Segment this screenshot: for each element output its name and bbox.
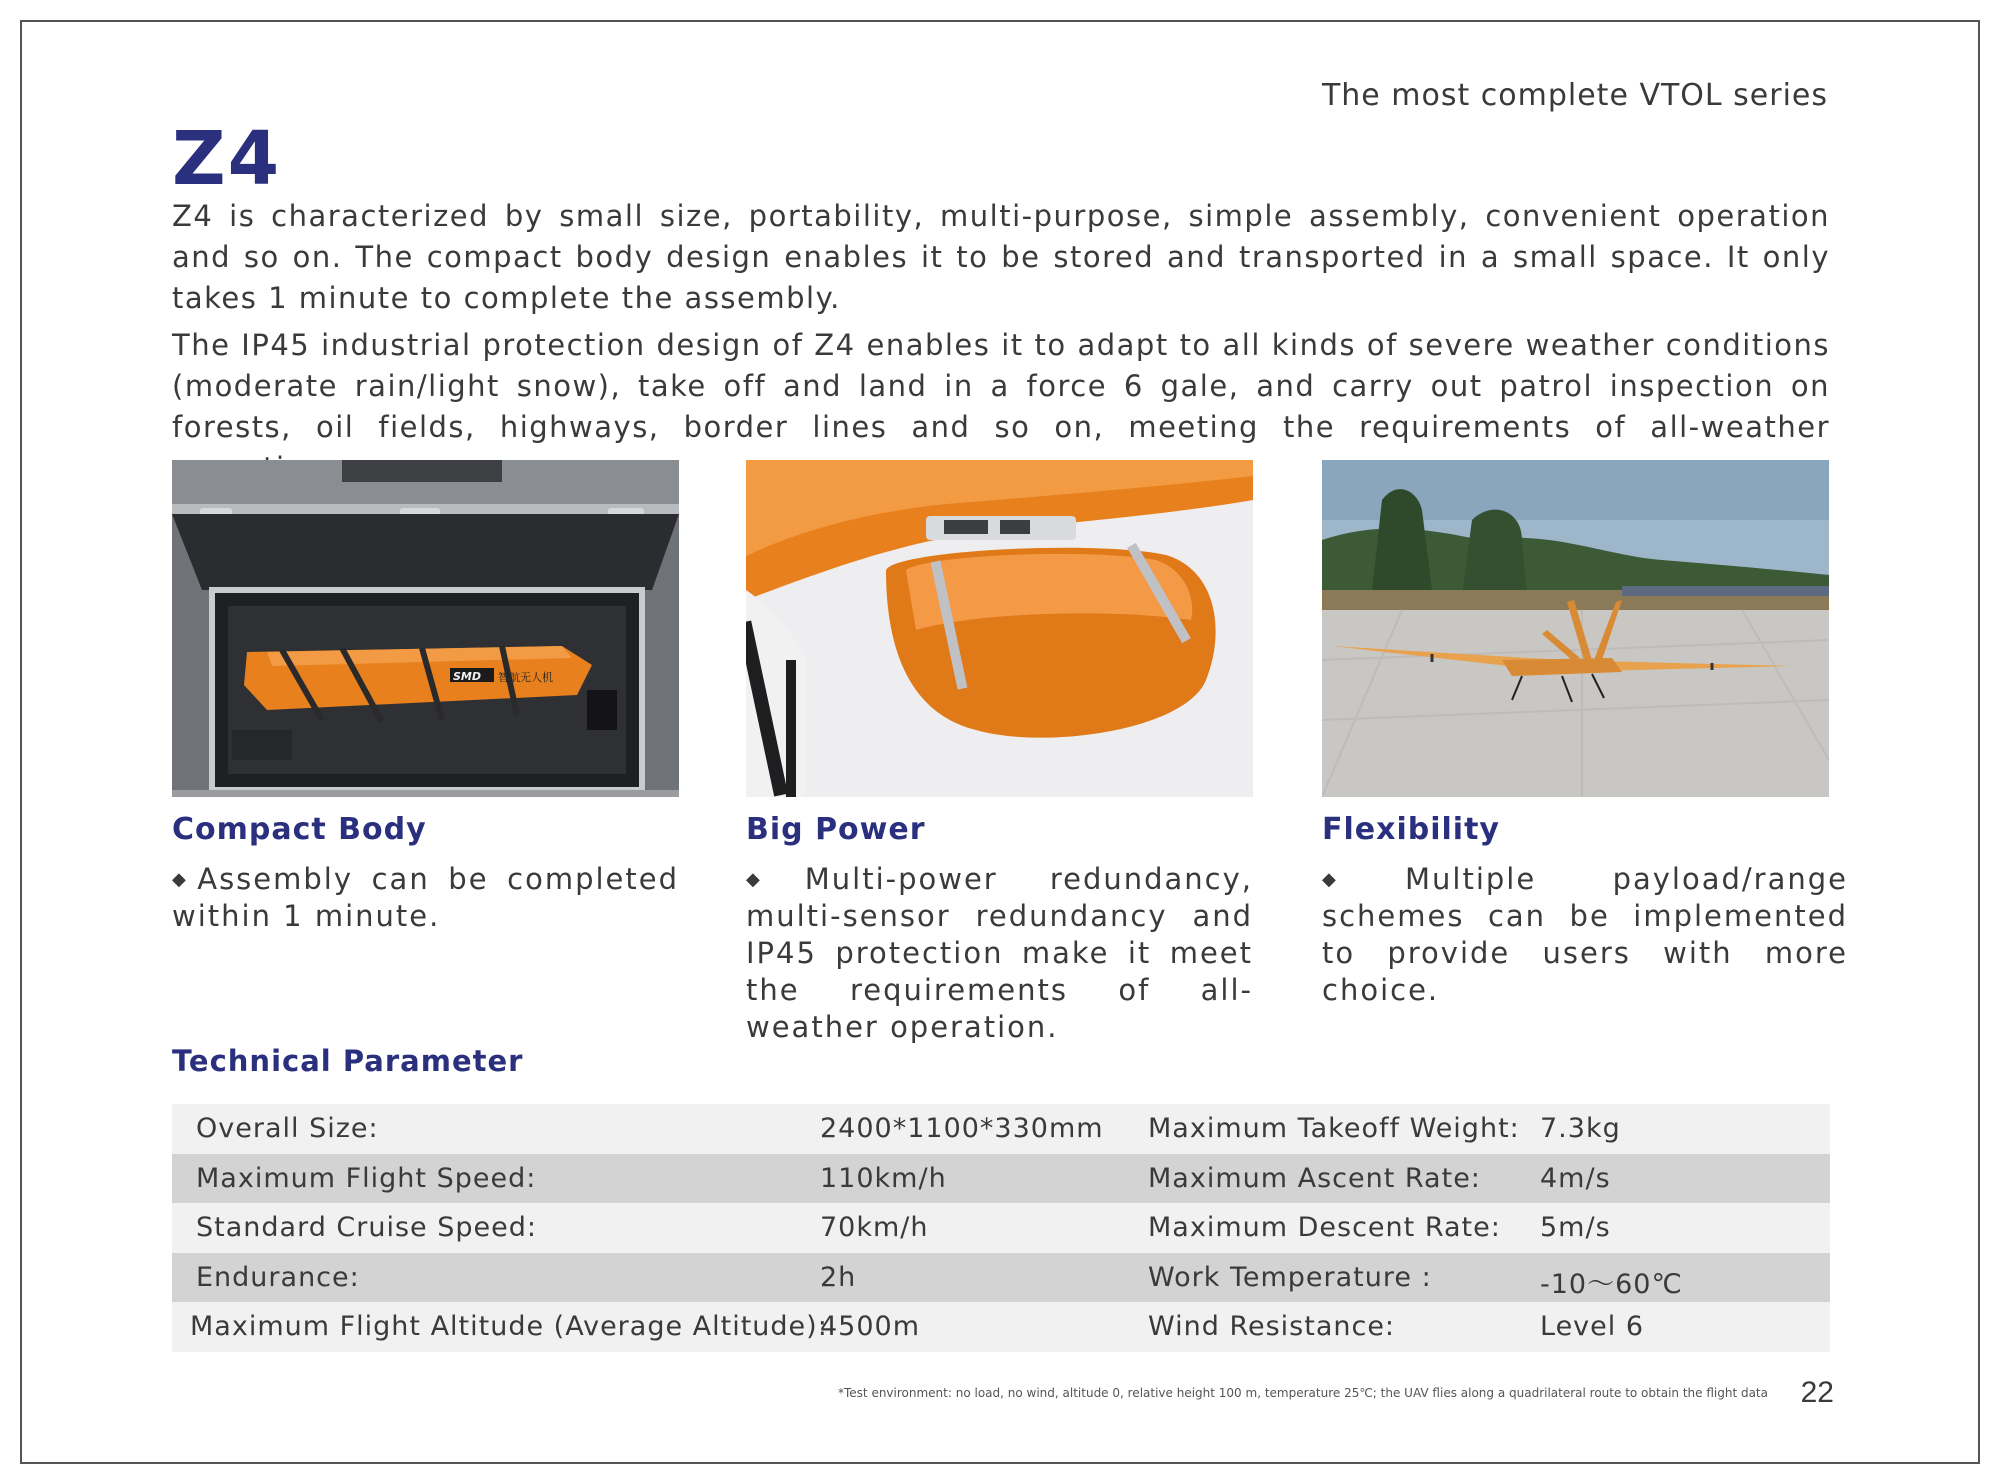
bullet-diamond-icon: ◆	[746, 869, 803, 890]
test-environment-footnote: *Test environment: no load, no wind, altitude 0, relative height 100 m, temperature 25℃; the UAV flies along a quadrilateral route to obtain the flight data	[838, 1386, 1768, 1400]
spec-label: Maximum Ascent Rate:	[1148, 1162, 1481, 1194]
spec-row	[172, 1253, 1830, 1303]
feature-text: ◆Assembly can be completed within 1 minute.	[172, 862, 680, 933]
feature-text: ◆Multi-power redundancy, multi-sensor redundancy and IP45 protection make it meet the requirements of all-weather operation.	[746, 862, 1253, 1044]
spec-value: 110km/h	[820, 1162, 947, 1194]
photo-drone-in-case	[172, 460, 679, 797]
page-number: 22	[1800, 1376, 1834, 1409]
spec-label: Maximum Flight Altitude (Average Altitude):	[190, 1311, 828, 1342]
spec-value: 70km/h	[820, 1212, 929, 1243]
intro-paragraph-1: Z4 is characterized by small size, portability, multi-purpose, simple assembly, convenient operation and so on. The compact body design enables it to be stored and transported in a small space. It only takes 1 minute to complete the assembly.	[172, 199, 1830, 315]
photo-drone-on-runway	[1322, 460, 1829, 797]
spec-label: Maximum Descent Rate:	[1148, 1212, 1501, 1243]
spec-row	[172, 1302, 1830, 1352]
spec-row	[172, 1104, 1830, 1154]
spec-value: 5m/s	[1540, 1212, 1611, 1243]
spec-value: 2400*1100*330mm	[820, 1113, 1104, 1144]
spec-label: Wind Resistance:	[1148, 1311, 1396, 1342]
spec-label: Maximum Takeoff Weight:	[1148, 1113, 1520, 1144]
feature-title: Big Power	[746, 812, 926, 847]
spec-label: Overall Size:	[196, 1113, 379, 1144]
case-chinese-text: 智航无人机	[498, 671, 553, 684]
series-tagline: The most complete VTOL series	[1321, 78, 1828, 113]
spec-label: Endurance:	[196, 1261, 360, 1293]
model-title: Z4	[172, 116, 282, 202]
feature-title: Compact Body	[172, 812, 427, 847]
spec-value: -10～60℃	[1540, 1268, 1683, 1300]
spec-value: 4m/s	[1540, 1162, 1611, 1194]
photo-fuselage-closeup	[746, 460, 1253, 797]
intro-paragraph-2: The IP45 industrial protection design of Z4 enables it to adapt to all kinds of severe weather conditions (moderate rain/light snow), take off and land in a force 6 gale, and carry out patrol inspection on forests, oil fields, highways, border lines and so on, meeting the requirements of all-weather	[172, 328, 1830, 444]
spec-row	[172, 1154, 1830, 1204]
bullet-diamond-icon: ◆	[1322, 869, 1404, 890]
spec-value: 2h	[820, 1261, 857, 1293]
feature-compact-body	[172, 812, 679, 935]
technical-parameter-heading: Technical Parameter	[172, 1044, 524, 1078]
feature-flexibility	[1322, 812, 1848, 1009]
intro-text	[172, 196, 1830, 495]
feature-big-power	[746, 812, 1253, 1046]
spec-value: 7.3kg	[1540, 1113, 1621, 1144]
spec-label: Standard Cruise Speed:	[196, 1212, 537, 1243]
spec-table	[172, 1104, 1830, 1352]
spec-value: 4500m	[820, 1311, 921, 1342]
feature-text: ◆Multiple payload/range schemes can be implemented to provide users with more choice.	[1322, 862, 1849, 1007]
spec-value: Level 6	[1540, 1311, 1645, 1342]
feature-title: Flexibility	[1322, 812, 1500, 847]
spec-label: Work Temperature :	[1148, 1261, 1432, 1293]
bullet-diamond-icon: ◆	[172, 869, 196, 890]
spec-row	[172, 1203, 1830, 1253]
case-logo-text: SMD	[453, 670, 481, 683]
spec-label: Maximum Flight Speed:	[196, 1162, 537, 1194]
